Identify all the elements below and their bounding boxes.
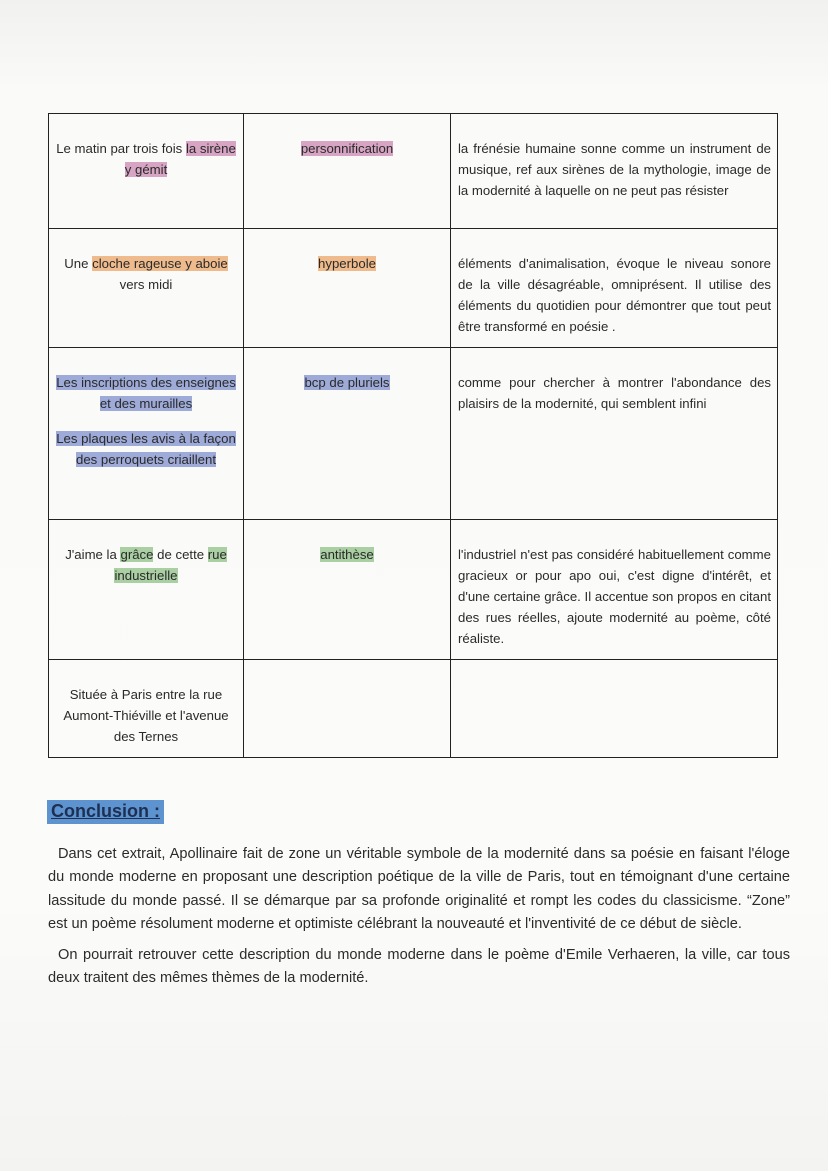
highlighted-text: Les inscriptions des enseignes et des murailles <box>56 375 236 411</box>
highlighted-text: personnification <box>300 141 394 156</box>
quote-cell-paragraph <box>55 428 237 470</box>
conclusion-paragraph-1: Dans cet extrait, Apollinaire fait de zone un véritable symbole de la modernité dans sa poésie en faisant l'éloge du monde moderne en proposant une description poétique de la ville de Paris, tout en témoignant d'une certaine lassitude du monde passé. Il se démarque par sa profonde originalité et rompt les codes du classicisme. “Zone” est un poème résolument moderne et optimiste célébrant la nouveauté et l'inventivité de ce début de siècle. <box>48 846 790 932</box>
highlighted-text: rue industrielle <box>114 547 227 583</box>
conclusion-paragraph-2: On pourrait retrouver cette description du monde moderne dans le poème d'Emile Verhaeren, la ville, car tous deux traitent des mêmes thèmes de la modernité. <box>48 947 790 987</box>
figure-cell <box>244 348 451 520</box>
text-segment: de cette <box>153 547 208 562</box>
quote-cell <box>49 660 244 758</box>
quote-cell-paragraph <box>55 138 237 180</box>
text-segment: J'aime la <box>65 547 121 562</box>
quote-cell <box>49 348 244 520</box>
analysis-table <box>48 113 778 758</box>
table-row <box>49 348 778 520</box>
highlighted-text: antithèse <box>320 547 374 562</box>
table-row <box>49 114 778 229</box>
quote-cell <box>49 114 244 229</box>
figure-cell-paragraph <box>250 544 444 565</box>
text-segment: Située à Paris entre la rue Aumont-Thiéville et l'avenue des Ternes <box>63 687 229 744</box>
analysis-cell <box>451 660 778 758</box>
highlighted-text: hyperbole <box>318 256 376 271</box>
quote-cell <box>49 229 244 348</box>
analysis-cell: la frénésie humaine sonne comme un instrument de musique, ref aux sirènes de la mythologie, image de la modernité à laquelle on ne peut pas résister <box>451 114 778 229</box>
figure-cell <box>244 660 451 758</box>
text-segment: Une <box>64 256 93 271</box>
highlighted-text: cloche rageuse y aboie <box>92 256 228 271</box>
analysis-cell: l'industriel n'est pas considéré habituellement comme gracieux or pour apo oui, c'est digne d'intérêt, et d'une certaine grâce. Il accentue son propos en citant des rues réelles, ajoute modernité au poème, côté réaliste. <box>451 520 778 660</box>
text-segment: vers midi <box>119 277 173 292</box>
table-row <box>49 229 778 348</box>
figure-cell-paragraph <box>250 138 444 159</box>
quote-cell-paragraph <box>55 372 237 414</box>
quote-cell-paragraph <box>55 253 237 295</box>
table-row <box>49 520 778 660</box>
highlighted-text: Les plaques les avis à la façon des perroquets criaillent <box>56 431 236 467</box>
highlighted-text: grâce <box>120 547 154 562</box>
highlighted-text: la sirène y gémit <box>124 141 236 177</box>
conclusion-heading: Conclusion : <box>47 800 164 824</box>
figure-cell <box>244 114 451 229</box>
quote-cell-paragraph <box>55 544 237 586</box>
figure-cell-paragraph <box>250 372 444 393</box>
analysis-cell: éléments d'animalisation, évoque le niveau sonore de la ville désagréable, omniprésent. Il utilise des éléments du quotidien pour démontrer que tout peut être transformé en poésie . <box>451 229 778 348</box>
highlighted-text: bcp de pluriels <box>304 375 390 390</box>
figure-cell <box>244 520 451 660</box>
analysis-cell: comme pour chercher à montrer l'abondance des plaisirs de la modernité, qui semblent infini <box>451 348 778 520</box>
table-row <box>49 660 778 758</box>
figure-cell-paragraph <box>250 253 444 274</box>
text-segment: Le matin par trois fois <box>56 141 186 156</box>
quote-cell-paragraph <box>55 684 237 747</box>
quote-cell <box>49 520 244 660</box>
figure-cell <box>244 229 451 348</box>
